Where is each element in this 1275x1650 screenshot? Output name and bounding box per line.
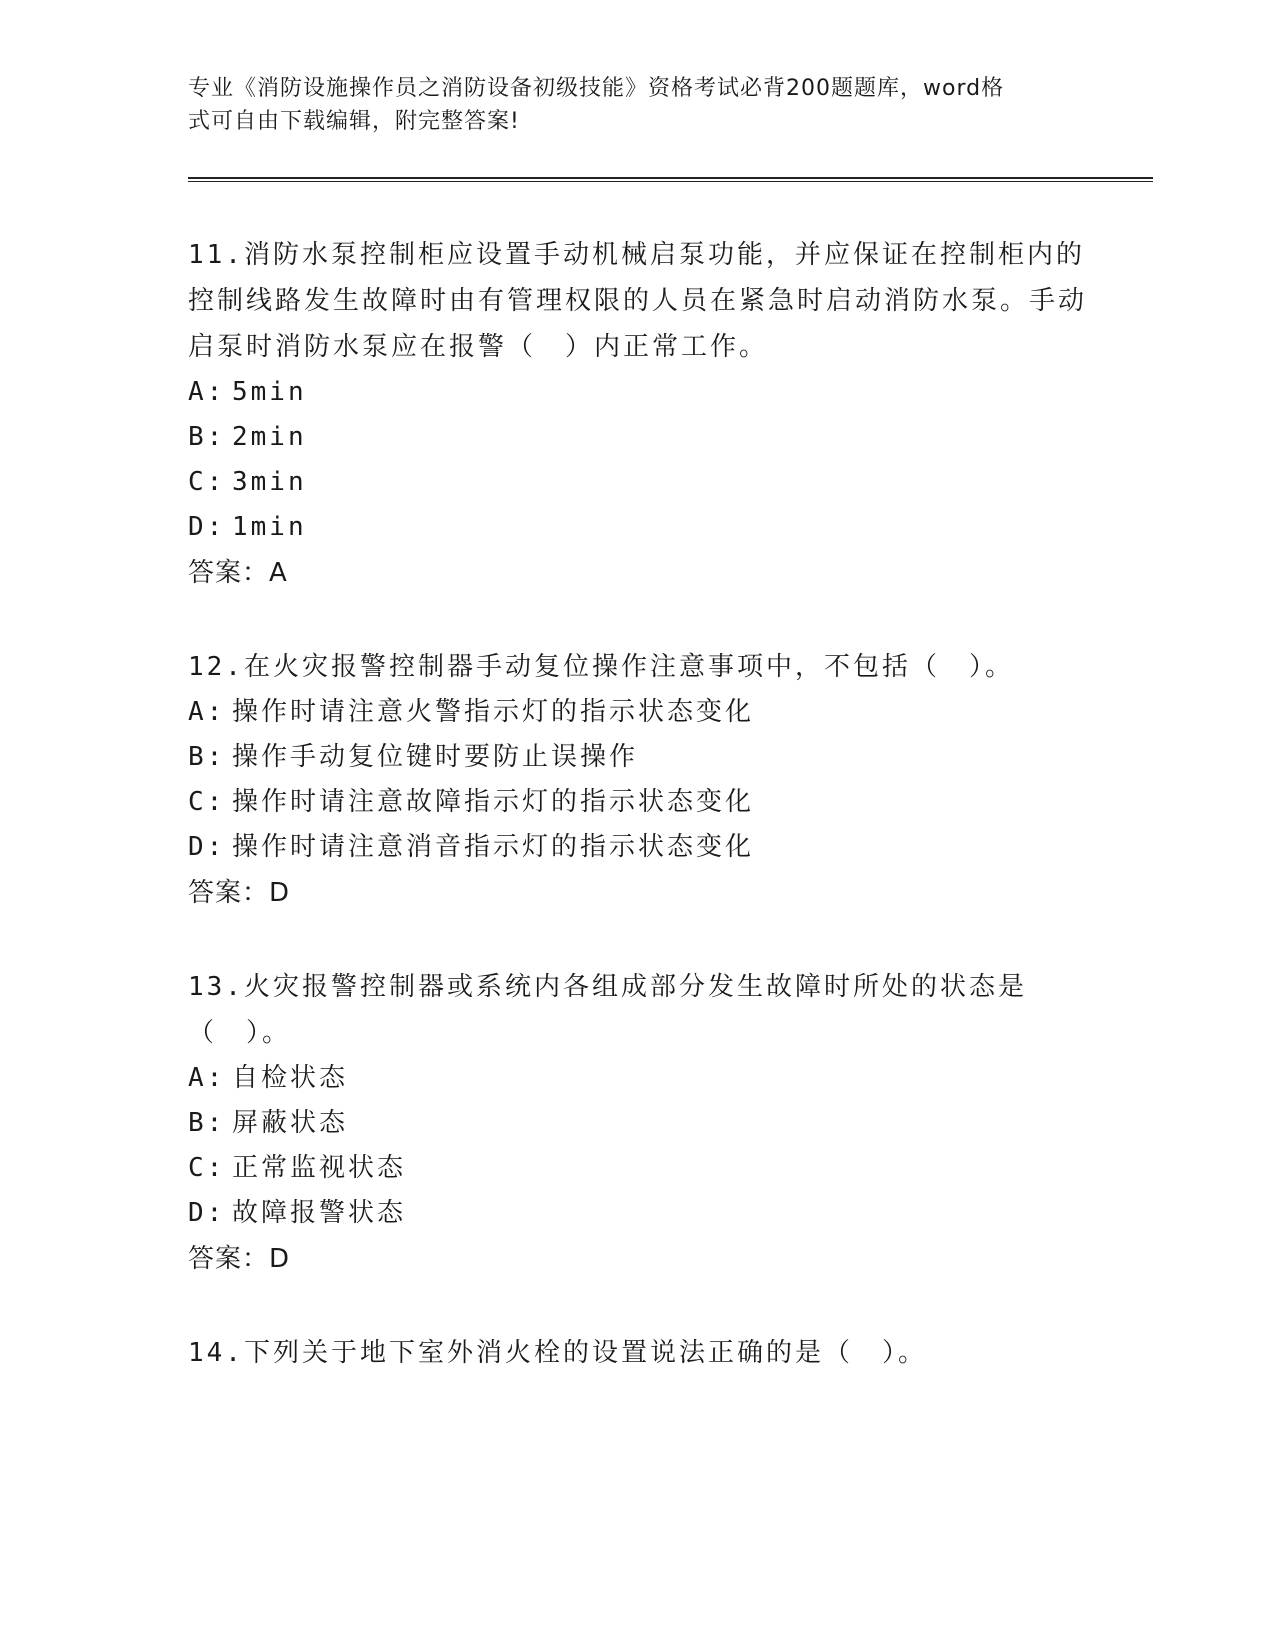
option-text: 故障报警状态 — [232, 1198, 407, 1228]
option-text: 操作时请注意故障指示灯的指示状态变化 — [232, 787, 755, 817]
option-a — [188, 690, 1088, 735]
answer-line: 答案：D — [188, 878, 291, 908]
option-key: B: — [188, 742, 226, 772]
option-key: B: — [188, 1108, 226, 1138]
option-text: 自检状态 — [232, 1063, 349, 1093]
option-b — [188, 415, 1088, 460]
answer-line: 答案：A — [188, 558, 288, 588]
option-d — [188, 825, 1088, 870]
option-d — [188, 1191, 1088, 1236]
question-list — [188, 232, 1088, 1424]
option-key: D: — [188, 832, 226, 862]
header-line-1: 专业《消防设施操作员之消防设备初级技能》资格考试必背200题题库，word格 — [188, 76, 1005, 101]
option-key: A: — [188, 377, 226, 407]
question-14 — [188, 1330, 1088, 1376]
option-key: D: — [188, 512, 226, 542]
option-list — [188, 370, 1088, 550]
option-key: A: — [188, 1063, 226, 1093]
option-key: C: — [188, 787, 226, 817]
question-stem: 14.下列关于地下室外消火栓的设置说法正确的是（ ）。 — [188, 1338, 927, 1368]
option-c — [188, 1146, 1088, 1191]
option-text: 操作时请注意消音指示灯的指示状态变化 — [232, 832, 755, 862]
option-key: C: — [188, 467, 226, 497]
option-b — [188, 1101, 1088, 1146]
option-b — [188, 735, 1088, 780]
question-12 — [188, 644, 1088, 916]
option-text: 正常监视状态 — [232, 1153, 407, 1183]
question-stem: 11.消防水泵控制柜应设置手动机械启泵功能，并应保证在控制柜内的控制线路发生故障时由有管理权限的人员在紧急时启动消防水泵。手动启泵时消防水泵应在报警（ ）内正常工作。 — [188, 240, 1088, 362]
header-line-2: 式可自由下载编辑，附完整答案! — [188, 109, 520, 134]
question-11 — [188, 232, 1088, 596]
option-c — [188, 780, 1088, 825]
document-header — [188, 72, 1068, 138]
header-divider — [188, 177, 1153, 182]
option-list — [188, 690, 1088, 870]
option-text: 3min — [232, 467, 307, 497]
option-key: B: — [188, 422, 226, 452]
question-13 — [188, 964, 1088, 1282]
option-a — [188, 370, 1088, 415]
question-stem: 13.火灾报警控制器或系统内各组成部分发生故障时所处的状态是（ ）。 — [188, 972, 1027, 1048]
option-a — [188, 1056, 1088, 1101]
option-text: 1min — [232, 512, 307, 542]
question-stem: 12.在火灾报警控制器手动复位操作注意事项中，不包括（ ）。 — [188, 652, 1014, 682]
option-text: 2min — [232, 422, 307, 452]
option-key: C: — [188, 1153, 226, 1183]
option-key: D: — [188, 1198, 226, 1228]
option-key: A: — [188, 697, 226, 727]
answer-line: 答案：D — [188, 1244, 291, 1274]
option-text: 5min — [232, 377, 307, 407]
option-text: 操作手动复位键时要防止误操作 — [232, 742, 639, 772]
option-text: 屏蔽状态 — [232, 1108, 349, 1138]
option-c — [188, 460, 1088, 505]
option-d — [188, 505, 1088, 550]
option-list — [188, 1056, 1088, 1236]
option-text: 操作时请注意火警指示灯的指示状态变化 — [232, 697, 755, 727]
